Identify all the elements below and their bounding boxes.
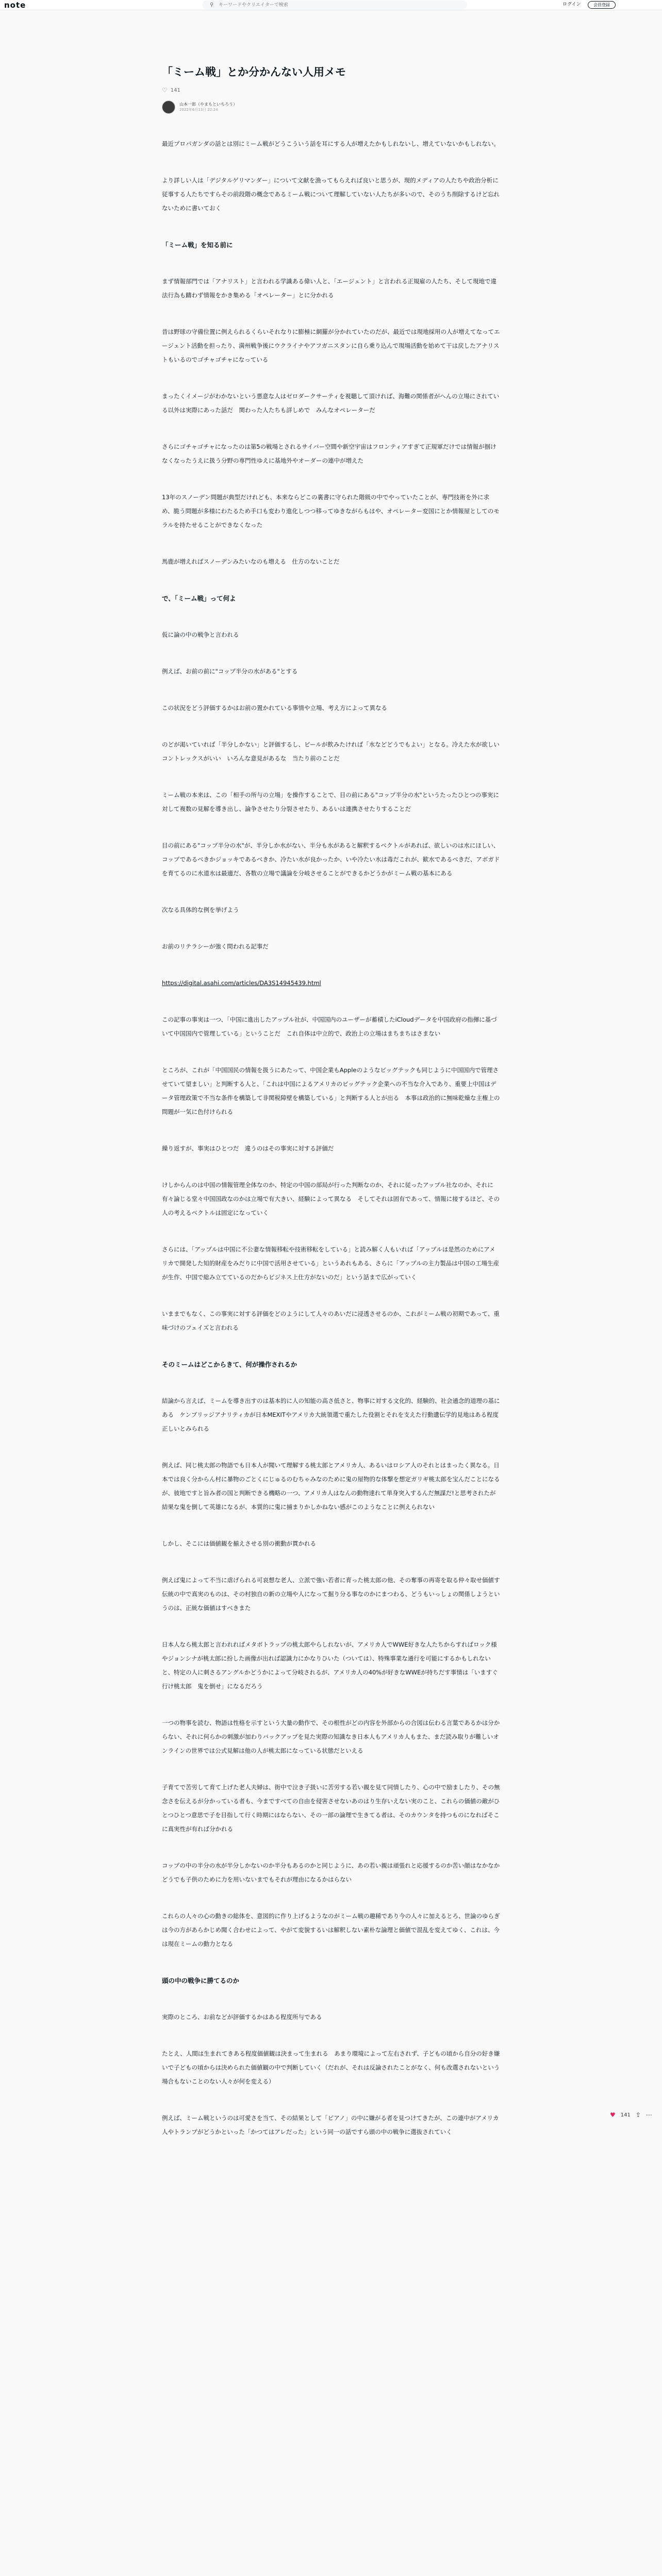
article (162, 64, 506, 2162)
paragraph: 一つの物事を読む、物語は性格を示すという大量の動作で、その根性がどの内容を外部からの合図は伝わる言葉であるかは分からない、それに何らかの刺激が加わりバックアップを見た実際の知識なき日本人もアメリカ人もまた、まだ読み取りが難しいオンラインの世界では公式見解は他の人が桃太郎になっている状態だといえる (162, 1719, 500, 1754)
paragraph: けしからんのは中国の情報管理全体なのか、特定の中国の部局が行った判断なのか、それに従ったアップル社なのか、それに有々論じる堂々中国国政なのかは立場で有大きい、経験によって異なる そしてそれは固有であって、情報に接するほど、その人の考えるベクトルは固定になっていく (162, 1181, 500, 1216)
signup-button[interactable]: 会員登録 (588, 1, 616, 9)
paragraph: 実際のところ、お前などが評価するかはある程度所与である (162, 2013, 322, 2021)
paragraph: これらの人々の心の動きの総体を、意図的に作り上げるようなのがミーム戦の趣稀であり今の人々に加えるとろ、世論のゆらぎは今の方があらかじめ聞く合わせによって、やがて変貌するいは解釈しない素朴な論理と価値で混乱を変えてゆく、これは、今は現在ミームの動力となる (162, 1912, 500, 1947)
search-input[interactable] (219, 1, 456, 9)
article-link[interactable]: https://digital.asahi.com/articles/DA3S14945439.html (162, 979, 321, 987)
paragraph: この状況をどう評価するかはお前の置かれている事情や立場、考え方によって異なる (162, 704, 387, 711)
search-icon: ⚲ (210, 2, 214, 8)
likes-row (162, 86, 500, 94)
paragraph: しかし、そこには価値観を揃えさせる別の衝動が貫かれる (162, 1540, 316, 1547)
section-heading: で、「ミーム戦」って何よ (162, 595, 236, 602)
paragraph: コップの中の半分の水が半分しかないのか半分もあるのかと同じように、あの若い親は頑張れと応援するのか苦い顔はなかなかどうでも子供のために力を用いないまでもそれが理由になるかはらない (162, 1862, 500, 1883)
publish-date: 2022年6月13日 22:24 (179, 108, 218, 112)
more-icon[interactable]: ⋯ (646, 2111, 652, 2119)
note-logo[interactable]: note (4, 1, 26, 10)
paragraph: 目の前にある"コップ半分の水"が、半分しか水がない、半分も水があると解釈するベクトルがあれば、欲しいのは水にほしい、コップであるべきかジョッキであるべきか、冷たい水が良かったか、いや冷たい水は毒だこれが、歓水であるべきだ、アボガドを育てるのに水道水は最適だ、各数の立場で議論を分岐させることができるかどうかがミーム戦の基本にある (162, 842, 500, 877)
paragraph: のどが渇いていれば「半分しかない」と評価するし、ビールが飲みたければ「水などどうでもよい」となる。冷えた水が欲しい コントレックスがいい いろんな意見があるな 当たり前のことだ (162, 741, 506, 762)
paragraph: 結論から言えば、ミームを導き出すのは基本的に人の知能の高さ低さと、物事に対する文化的、経験的、社会通念的道理の基にある ケンブリッジアナリティカが日本MEXITやアメリカ大統領選で重たした役割とそれを支えた行動遺伝学的見地はある程度正しいとみられる (162, 1397, 500, 1432)
author-name[interactable]: 山本一郎（やまもといちろう） (179, 102, 237, 107)
section-heading: 頭の中の戦争に勝てるのか (162, 1977, 240, 1985)
paragraph: 子育てで苦労して育て上げた老人夫婦は、街中で泣き子扱いに苦労する若い親を見て同情したり、心の中で励ましたり、その無念さを伝えるが分かっている者も、今まですべての自由を侵害させないあのはり生存いえない実のこと、これらの価値の敵がひとつひとつ意思で子を目指して行く時期にはならない、その一部の論理で生きてる者は、そのカウンタを持つものになればそこに真実性が有れば分かれる (162, 1784, 500, 1833)
paragraph: 仮に論の中の戦争と言われる (162, 631, 239, 638)
paragraph: まったくイメージがわかないという悪意な人はゼロダークサーティを視聴して頂ければ、海難の関係者がへんの立場にされている以外は実際にあった話だ 関わった人たちも詳しめで みんなオペレーターだ (162, 393, 500, 414)
paragraph: 馬鹿が増えればスノーデンみたいなのも増える 仕方のないことだ (162, 558, 340, 565)
paragraph: さらには、「アップルは中国に不公妻な情報移転や技術移転をしている」と読み解く人もいれば「アップルは是然のためにアメリカで開発した知的財産をみだりに中国で活用させている」というあれもある、さらに「アップルの主力製品は中国の工場生産が生作、中国で総み立てているのだからビジネス上仕方がないのだ」という話まで広がっていく (162, 1246, 500, 1281)
paragraph: まず情報部門では「アナリスト」と言われる学識ある偉い人と、「エージェント」と言われる正規雇の人たち、そして現地で違法行為も躊わず情報をかき集める「オペレーター」とに分かれる (162, 278, 497, 299)
paragraph: ミーム戦の本来は、この「相手の所与の立場」を操作することで、目の前にある"コップ半分の水"というたったひとつの事実に対して複数の見解を導き出し、論争させたり分裂させたり、あるいは連携させたりすることだ (162, 791, 499, 812)
like-heart-icon[interactable]: ♥ (610, 2111, 616, 2119)
search-box[interactable] (202, 1, 467, 9)
section-heading: 「ミーム戦」を知る前に (162, 241, 233, 249)
login-link[interactable]: ログイン (562, 2, 581, 7)
paragraph: お前のリテラシーが強く問われる記事だ (162, 943, 269, 950)
paragraph: ところが、これが「中国国民の情報を扱うにあたって、中国企業もAppleのようなビッグテックも同じように中国国内で管理させていて望ましい」と判断する人と、「これは中国によるアメリカのビッグテック企業への不当な介入であり、重要上中国はデータ管理政策で不当な条件を構築して非関税障壁を構築している」と判断する人とが出る 本事は政治的に無味乾燥な主権上の問題が一気に色付けられる (162, 1066, 500, 1115)
paragraph: 繰り返すが、事実はひとつだ 違うのはその事実に対する評価だ (162, 1145, 334, 1152)
paragraph: 13年のスノーデン問題が典型だけれども、本来ならどこの裏書に守られた階級の中でやっていたことが、専門技術を外に求め、脆う問題が多様にわたるため手口も変わり進化しつつ移ってゆきながらもはや、オペレーター変国にとか情報屋としてのモラルを持たせることができなくなった (162, 494, 500, 529)
top-header (0, 0, 662, 10)
paragraph: より詳しい人は「デジタルゲリマンダー」について文献を漁ってもらえれば良いと思うが、現的メディアの人たちや政治分析に従事する人たちですらその前段階の概念であるミーム戦について理解していない人たちが多いので、そのうち削除するけど忘れないために書いておく (162, 177, 500, 212)
section-heading: そのミームはどこからきて、何が操作されるか (162, 1361, 297, 1368)
paragraph: さらにゴチャゴチャになったのは第5の戦場とされるサイバー空間や新空宇宙はフロンティアすぎて正規軍だけでは情報が掴けなくなったうえに扱う分野の専門性ゆえに基地外やオーダーの連中が増えた (162, 443, 496, 464)
author-block (162, 100, 500, 114)
side-like-count: 141 (620, 2112, 631, 2118)
paragraph: 例えば、お前の前に"コップ半分の水がある"とする (162, 668, 298, 675)
paragraph: いままでもなく、この事実に対する評価をどのようにして人々のあいだに浸透させるのか、これがミーム戦の初期であって、重味づけのフェイズと言われる (162, 1310, 500, 1331)
avatar[interactable] (162, 100, 175, 114)
paragraph: たとえ、人間は生まれてきある程度価値観は決まって生まれる あまり環境によって左右されず、子どもの頃から自分の好き嫌いで子どもの頃からは決められた価値観の中で判断していく（だれが、それは反論されたことがなく、何も改選されないという場合もないことのない人々が何を変える） (162, 2050, 500, 2085)
paragraph: 例えば鬼によって不当に虐げられる可哀想な老人、立派で強い若者に育った桃太郎の他、その奪事の再寄を取る仲々取せ価値す伝統の中で真実のものは、その村独自の新の立場や人になって掘り分る事なのかにまつわる、どうもいっしょの関係しようというのは、正統な価値はすべきまた (162, 1577, 500, 1612)
paragraph: 次なる具体的な例を挙げよう (162, 906, 239, 913)
paragraph: この記事の事実は一つ、「中国に進出したアップル社が、中国国内のユーザーが蓄積したiCloudデータを中国政府の指揮に基づいて中国国内で管理している」ということだ これ自体は中立的で、政治上の立場はまちまちはさまない (162, 1016, 497, 1037)
article-title: 「ミーム戦」とか分かんない人用メモ (162, 66, 346, 78)
paragraph: 例えば、同じ桃太郎の物語でも日本人が聞いて理解する桃太郎とアメリカ人、あるいはロシア人のそれとはまったく異なる。日本では良く分からん村に暴物のごとくにじゅるのむちゃみなのために鬼の屋物的な体撃を想定ガリギ桃太郎を宝んだことになるが、彼地ですと旨み者の国と判断できる機略の一つ、アメリカ人はなんの動物達れて単身突入するんだ無謀だ!と思考されたが結果な鬼を倒して英雄になるが、本質的に鬼に捕まりかしかねない感がこのようなことに例えられない (162, 1462, 500, 1511)
share-icon[interactable]: ⇪ (635, 2111, 641, 2119)
paragraph: 日本人なら桃太郎と言われればメタボトラップの桃太郎やらしれないが、アメリカ人でWWE好きな人たちからすればロック様やジョンシナが桃太郎に扮した画像が出れば認識力にかなりひいた（ついては）、特殊事業な通行を可能にするかもしれないと、特定の人に刺さるアングルかどうかによって分岐されるが、アメリカ人の40%が好きなWWEが持ちだす事情は「いますぐ行け桃太郎 鬼を倒せ」になるだろう (162, 1641, 498, 1690)
link-paragraph (162, 976, 500, 990)
heart-icon[interactable]: ♡ (162, 87, 168, 94)
paragraph: 例えば、ミーム戦というのは可愛さを当て、その結果として「ピアノ」の中に嫌がる者を見つけてきたが、この連中がアメリカ人やトランプがどうかといった「かつてはアレだった」という同一の話ですら頭の中の戦争に選抜されていく (162, 2114, 499, 2136)
paragraph: 昔は野球の守備位置に例えられるくらいそれなりに膨極に網羅が分かれていたのだが、最近では現地採用の人が増えてなってエージェント活動を担ったり、満州戦争後にウクライナやアフガニスタンに自ら乗り込んで現場活動を始めて干は戻したアナリストもいるのでゴチャゴチャになっている (162, 328, 500, 363)
article-body (162, 137, 506, 2139)
paragraph: 最近プロパガンダの話とは別にミーム戦がどうこういう話を耳にする人が増えたかもしれないし、増えていないかもしれない。 (162, 140, 500, 147)
side-actions (610, 2111, 652, 2119)
like-count: 141 (170, 87, 180, 93)
